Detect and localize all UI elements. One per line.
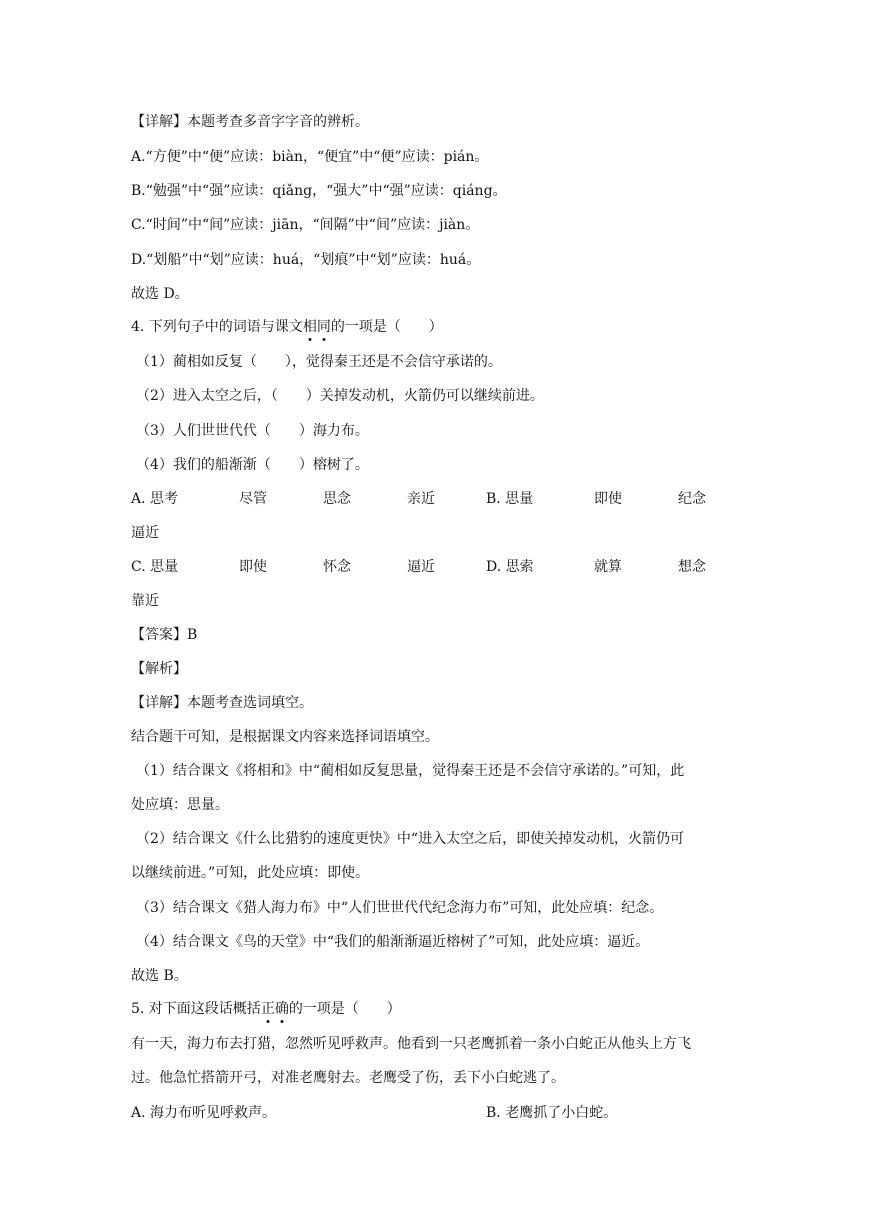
explanation-item-3: （3）结合课文《猎人海力布》中“人们世世代代纪念海力布”可知，此处应填：纪念。 [136,900,664,916]
question-5-option-b: B. 老鹰抓了小白蛇。 [486,1105,618,1121]
emphasis-char: 确 [274,1001,289,1017]
question-4-stem [131,317,443,337]
passage-line-1: 有一天，海力布去打猎，忽然听见呼救声。他看到一只老鹰抓着一条小白蛇正从他头上方飞 [131,1036,691,1052]
option-b-word-3: 纪念 [678,491,706,507]
question-4-item-1: （1）蔺相如反复（ ），觉得秦王还是不会信守承诺的。 [136,354,502,370]
option-c-label: C. 思量 [131,559,179,575]
emphasis-char: 相 [302,319,317,335]
explanation-item-2a: （2）结合课文《什么比猎豹的速度更快》中“进入太空之后，即使关掉发动机，火箭仍可 [136,831,685,847]
option-a-word-4: 亲近 [407,491,435,507]
explanation-item-1a: （1）结合课文《将相和》中“蔺相如反复思量，觉得秦王还是不会信守承诺的。”可知，此 [136,763,685,779]
options-row-ab [131,489,771,509]
option-d-word-4: 靠近 [131,593,159,609]
answer-label: 【答案】B [131,627,198,643]
option-d-word-2: 就算 [594,559,622,575]
answer-conclusion-2: 故选 B。 [131,968,188,984]
option-a-word-3: 思念 [323,491,351,507]
option-b-label: B. 思量 [486,491,534,507]
explanation-item-4: （4）结合课文《鸟的天堂》中“我们的船渐渐逼近榕树了”可知，此处应填：逼近。 [136,934,650,950]
option-b-word-4: 逼近 [131,525,159,541]
q4-stem-pre: 4. 下列句子中的词语与课文 [131,319,303,335]
question-4-item-4: （4）我们的船渐渐（ ）榕树了。 [136,457,369,473]
option-c-explanation: C.“时间”中“间”应读：jiān，“间隔”中“间”应读：jiàn。 [131,217,480,233]
option-c-word-3: 怀念 [323,559,351,575]
explanation-item-1b: 处应填：思量。 [131,797,229,813]
passage-line-2: 过。他急忙搭箭开弓，对准老鹰射去。老鹰受了伤，丢下小白蛇逃了。 [131,1070,565,1086]
q5-stem-pre: 5. 对下面这段话概括 [131,1001,261,1017]
detail-heading: 【详解】本题考查多音字字音的辨析。 [131,114,369,130]
emphasis-char: 正 [260,1001,275,1017]
question-4-item-2: （2）进入太空之后，（ ）关掉发动机，火箭仍可以继续前进。 [136,388,544,404]
emphasis-char: 同 [316,319,331,335]
option-d-label: D. 思索 [486,559,534,575]
option-a-label: A. 思考 [131,491,179,507]
option-a-explanation: A.“方便”中“便”应读：biàn，“便宜”中“便”应读：pián。 [131,149,489,165]
explanation-item-2b: 以继续前进。”可知，此处应填：即使。 [131,865,370,881]
option-b-explanation: B.“勉强”中“强”应读：qiǎng，“强大”中“强”应读：qiáng。 [131,183,507,199]
answer-conclusion: 故选 D。 [131,286,189,302]
question-5-stem [131,999,401,1019]
explanation-line: 结合题干可知，是根据课文内容来选择词语填空。 [131,729,439,745]
q4-stem-post: 的一项是（ ） [330,319,443,335]
detail-heading-2: 【详解】本题考查选词填空。 [131,695,313,711]
option-c-word-4: 逼近 [407,559,435,575]
question-4-item-3: （3）人们世世代代（ ）海力布。 [136,423,369,439]
analysis-label: 【解析】 [131,661,187,677]
q5-stem-post: 的一项是（ ） [288,1001,401,1017]
question-5-option-a: A. 海力布听见呼救声。 [131,1105,277,1121]
option-c-word-2: 即使 [239,559,267,575]
option-d-explanation: D.“划船”中“划”应读：huá，“划痕”中“划”应读：huá。 [131,252,481,268]
option-a-word-2: 尽管 [239,491,267,507]
option-d-word-3: 想念 [678,559,706,575]
option-b-word-2: 即使 [594,491,622,507]
options-row-cd [131,557,771,577]
